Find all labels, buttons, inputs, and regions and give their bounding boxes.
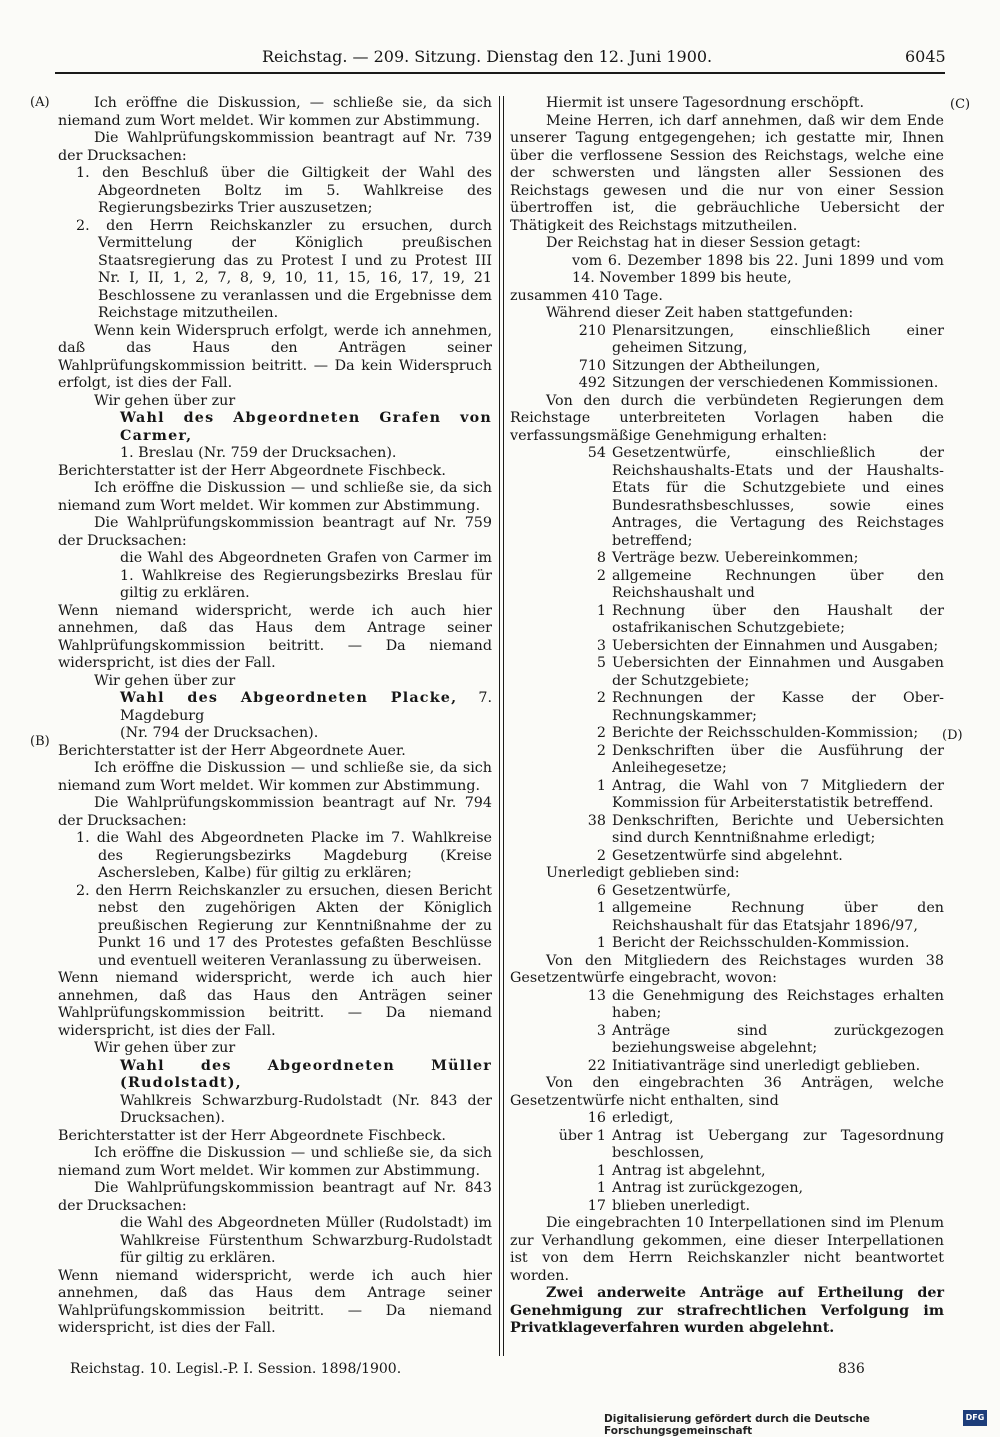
stat-row xyxy=(510,1180,944,1198)
motion-item: 2. den Herrn Reichskanzler zu ersuchen, diesen Bericht nebst den zugehörigen Akten der Königlich preußischen Regierung zur Kenntnißnahme der zu Punkt 16 und 17 des Protestes gefaßten Beschlüsse und eventuell weiteren Veranlassung zu überweisen. xyxy=(76,882,492,969)
paragraph: zusammen 410 Tage. xyxy=(510,287,663,304)
stat-row xyxy=(510,1110,944,1128)
election-heading xyxy=(58,690,492,725)
footer-sheet-number: 836 xyxy=(838,1361,865,1377)
paragraph: Wir gehen über zur xyxy=(94,672,236,689)
paragraph: Von den eingebrachten 36 Anträgen, welche Gesetzentwürfe nicht enthalten, sind xyxy=(510,1075,944,1109)
stat-text: Gesetzentwürfe, xyxy=(612,882,731,899)
motion-item: 1. den Beschluß über die Giltigkeit der Wahl des Abgeordneten Boltz im 5. Wahlkreise des Regierungsbezirks Trier auszusetzen; xyxy=(76,165,492,216)
stat-text: Berichte der Reichsschulden-Kommission; xyxy=(612,725,919,741)
stat-count: 16 xyxy=(587,1110,606,1126)
paragraph: Wenn niemand widerspricht, werde ich auch hier annehmen, daß das Haus den Anträgen seiner Wahlprüfungskommission beitritt. — Da niemand widerspricht, ist dies der Fall. xyxy=(58,970,492,1039)
stat-text: Antrag ist abgelehnt, xyxy=(612,1162,766,1179)
paragraph: Ich eröffne die Diskussion — und schließe sie, da sich niemand zum Wort meldet. Wir kommen zur Abstimmung. xyxy=(58,760,492,794)
paragraph: Wenn niemand widerspricht, werde ich auch hier annehmen, daß das Haus dem Antrage seiner Wahlprüfungskommission beitritt. — Da niemand widerspricht, ist dies der Fall. xyxy=(58,602,492,671)
stat-row xyxy=(510,883,944,901)
stat-text: Antrag ist Uebergang zur Tagesordnung beschlossen, xyxy=(612,1127,944,1161)
stat-row xyxy=(510,848,944,866)
stat-text: Bericht der Reichsschulden-Kommission. xyxy=(612,935,910,951)
paragraph: Wenn kein Widerspruch erfolgt, werde ich annehmen, daß das Haus den Anträgen seiner Wahlprüfungskommission beitritt. — Da kein Widerspruch erfolgt, ist dies der Fall. xyxy=(58,322,492,391)
left-column xyxy=(58,95,492,1338)
dfg-logo[interactable]: DFG xyxy=(963,1410,987,1426)
election-title: Wahl des Abgeordneten Grafen von Carmer, xyxy=(120,410,492,444)
paragraph: Zwei anderweite Anträge auf Ertheilung der Genehmigung zur strafrechtlichen Verfolgung im Privatklageverfahren wurden abgelehnt. xyxy=(510,1285,944,1336)
paragraph: Berichterstatter ist der Herr Abgeordnete Auer. xyxy=(58,742,406,759)
stat-count: 2 xyxy=(596,742,606,759)
stat-count: 54 xyxy=(587,445,606,461)
motion-block: die Wahl des Abgeordneten Grafen von Carmer im 1. Wahlkreise des Regierungsbezirks Breslau für giltig zu erklären. xyxy=(120,550,492,601)
election-title: Wahl des Abgeordneten Müller (Rudolstadt), xyxy=(120,1057,492,1091)
stat-row xyxy=(510,778,944,813)
paragraph: Die Wahlprüfungskommission beantragt auf Nr. 739 der Drucksachen: xyxy=(58,130,492,164)
margin-mark-a: (A) xyxy=(30,95,50,110)
paragraph: Der Reichstag hat in dieser Session getagt: xyxy=(546,235,861,251)
stat-text: erledigt, xyxy=(612,1110,674,1126)
paragraph: Von den Mitgliedern des Reichstages wurden 38 Gesetzentwürfe eingebracht, wovon: xyxy=(510,952,944,986)
stat-row xyxy=(510,603,944,638)
stat-row xyxy=(510,445,944,550)
motion-item: 2. den Herrn Reichskanzler zu ersuchen, durch Vermittelung der Königlich preußischen Staatsregierung das zu Protest I und zu Protest III Nr. I, II, 1, 2, 7, 8, 9, 10, 11, 15, 16, 17, 19, 21 Beschlossene zu veranlassen und die Ergebnisse dem Reichstage mitzutheilen. xyxy=(76,217,492,321)
stat-row xyxy=(510,1128,944,1163)
stat-count: 1 xyxy=(596,1180,606,1196)
paragraph: Die Wahlprüfungskommission beantragt auf Nr. 759 der Drucksachen: xyxy=(58,515,492,549)
election-title: Wahl des Abgeordneten Placke, xyxy=(120,690,458,706)
election-heading xyxy=(58,1058,492,1093)
stat-row xyxy=(510,323,944,358)
stat-text: Antrag ist zurückgezogen, xyxy=(612,1180,804,1196)
page-number: 6045 xyxy=(905,47,946,66)
stat-text: Denkschriften, Berichte und Uebersichten sind durch Kenntnißnahme erledigt; xyxy=(612,812,944,846)
paragraph: Meine Herren, ich darf annehmen, daß wir dem Ende unserer Tagung entgegengehen; ich gestatte mir, Ihnen über die verflossene Session des Reichstags, welche eine der schwersten und längsten aller Sessionen des Reichstags gewesen und die nur von einer Session übertroffen ist, die gebräuchliche Uebersicht der Thätigkeit des Reichstags mitzutheilen. xyxy=(510,112,944,234)
paragraph: Berichterstatter ist der Herr Abgeordnete Fischbeck. xyxy=(58,1127,446,1144)
stat-number: 1 xyxy=(596,1127,606,1144)
stat-text: Sitzungen der verschiedenen Kommissionen. xyxy=(612,375,939,391)
right-column xyxy=(510,95,944,1338)
stat-text: Uebersichten der Einnahmen und Ausgaben der Schutzgebiete; xyxy=(612,655,944,689)
stat-text: Verträge bezw. Uebereinkommen; xyxy=(612,550,859,566)
stat-count: 492 xyxy=(578,375,606,391)
paragraph: Die eingebrachten 10 Interpellationen sind im Plenum zur Verhandlung gekommen, eine dieser Interpellationen ist von dem Herrn Reichskanzler nicht beantwortet worden. xyxy=(510,1215,944,1284)
stat-row xyxy=(510,988,944,1023)
stat-count: 5 xyxy=(596,655,606,671)
column-divider xyxy=(499,96,500,1356)
stat-row xyxy=(510,638,944,656)
stat-count: 2 xyxy=(596,690,606,706)
column-divider-second xyxy=(503,96,504,1356)
stat-count: 22 xyxy=(587,1057,606,1074)
election-subheading: 1. Breslau (Nr. 759 der Drucksachen). xyxy=(120,445,397,461)
stat-count: 3 xyxy=(596,637,606,654)
digitization-credit: Digitalisierung gefördert durch die Deutsche Forschungsgemeinschaft xyxy=(604,1413,870,1437)
stat-text: allgemeine Rechnung über den Reichshaushalt für das Etatsjahr 1896/97, xyxy=(612,900,944,934)
stat-count: 38 xyxy=(587,812,606,829)
paragraph: Die Wahlprüfungskommission beantragt auf Nr. 843 der Drucksachen: xyxy=(58,1180,492,1214)
stat-count: 6 xyxy=(596,882,606,899)
stat-row xyxy=(510,358,944,376)
motion-block: die Wahl des Abgeordneten Müller (Rudolstadt) im Wahlkreise Fürstenthum Schwarzburg-Rudolstadt für giltig zu erklären. xyxy=(120,1215,492,1266)
stat-count: 8 xyxy=(596,550,606,566)
stat-count: 710 xyxy=(578,357,606,374)
stat-row xyxy=(510,725,944,743)
stat-count: 13 xyxy=(587,987,606,1004)
paragraph: Berichterstatter ist der Herr Abgeordnete Fischbeck. xyxy=(58,462,446,479)
paragraph: Hiermit ist unsere Tagesordnung erschöpft. xyxy=(546,95,865,111)
election-subheading: (Nr. 794 der Drucksachen). xyxy=(120,725,319,741)
stat-count: 2 xyxy=(596,847,606,864)
margin-mark-c: (C) xyxy=(950,97,971,112)
stat-text: Initiativanträge sind unerledigt geblieben. xyxy=(612,1057,921,1074)
stat-count: 1 xyxy=(596,1162,606,1179)
stat-count: 17 xyxy=(587,1197,606,1214)
stat-row xyxy=(510,375,944,393)
stat-row xyxy=(510,550,944,568)
stat-count: 2 xyxy=(596,725,606,741)
margin-mark-b: (B) xyxy=(30,734,50,749)
stat-text: die Genehmigung des Reichstages erhalten haben; xyxy=(612,987,944,1021)
stat-count: 1 xyxy=(596,777,606,794)
stat-text: Denkschriften über die Ausführung der Anleihegesetze; xyxy=(612,742,944,776)
paragraph: Von den durch die verbündeten Regierungen dem Reichstage unterbreiteten Vorlagen haben die verfassungsmäßige Genehmigung erhalten: xyxy=(510,392,944,444)
paragraph: Unerledigt geblieben sind: xyxy=(546,865,740,881)
election-district: 7. Magdeburg xyxy=(120,690,492,724)
stat-row xyxy=(510,690,944,725)
stat-row xyxy=(510,655,944,690)
stat-text: Uebersichten der Einnahmen und Ausgaben; xyxy=(612,637,939,654)
stat-text: Rechnungen der Kasse der Ober-Rechnungskammer; xyxy=(612,690,944,724)
stat-count: 2 xyxy=(596,567,606,584)
paragraph: Ich eröffne die Diskussion, — schließe sie, da sich niemand zum Wort meldet. Wir kommen zur Abstimmung. xyxy=(58,95,492,129)
stat-row xyxy=(510,1198,944,1216)
stat-row xyxy=(510,1163,944,1181)
stat-row xyxy=(510,568,944,603)
stat-text: Gesetzentwürfe sind abgelehnt. xyxy=(612,847,843,864)
paragraph: Wir gehen über zur xyxy=(94,1040,236,1056)
stat-count: 1 xyxy=(596,935,606,951)
stat-text: allgemeine Rechnungen über den Reichshaushalt und xyxy=(612,567,944,601)
stat-count: 210 xyxy=(578,322,606,339)
stat-row xyxy=(510,1058,944,1076)
paragraph: Ich eröffne die Diskussion — und schließe sie, da sich niemand zum Wort meldet. Wir kommen zur Abstimmung. xyxy=(58,1145,492,1179)
stat-text: Rechnung über den Haushalt der ostafrikanischen Schutzgebiete; xyxy=(612,602,944,636)
stat-row xyxy=(510,743,944,778)
footer-session: Reichstag. 10. Legisl.-P. I. Session. 1898/1900. xyxy=(70,1361,402,1377)
paragraph: Die Wahlprüfungskommission beantragt auf Nr. 794 der Drucksachen: xyxy=(58,795,492,829)
date-range: vom 6. Dezember 1898 bis 22. Juni 1899 und vom 14. November 1899 bis heute, xyxy=(572,252,944,286)
stat-count xyxy=(510,1128,612,1163)
paragraph: Ich eröffne die Diskussion — und schließe sie, da sich niemand zum Wort meldet. Wir kommen zur Abstimmung. xyxy=(58,480,492,514)
stat-row xyxy=(510,1023,944,1058)
paragraph: Während dieser Zeit haben stattgefunden: xyxy=(546,305,854,321)
election-heading xyxy=(58,410,492,445)
stat-prefix: über xyxy=(558,1127,593,1144)
stat-count: 1 xyxy=(596,602,606,619)
motion-item: 1. die Wahl des Abgeordneten Placke im 7. Wahlkreise des Regierungsbezirks Magdeburg (Kreise Aschersleben, Kalbe) für giltig zu erklären; xyxy=(76,830,492,881)
election-subheading: Wahlkreis Schwarzburg-Rudolstadt (Nr. 843 der Drucksachen). xyxy=(120,1092,492,1126)
stat-text: blieben unerledigt. xyxy=(612,1197,751,1214)
header-rule xyxy=(55,72,945,74)
stat-row xyxy=(510,935,944,953)
stat-text: Plenarsitzungen, einschließlich einer geheimen Sitzung, xyxy=(612,322,944,356)
stat-row xyxy=(510,900,944,935)
stat-count: 1 xyxy=(596,900,606,916)
stat-row xyxy=(510,813,944,848)
margin-mark-d: (D) xyxy=(942,728,963,743)
stat-text: Anträge sind zurückgezogen beziehungsweise abgelehnt; xyxy=(612,1022,944,1056)
paragraph: Wenn niemand widerspricht, werde ich auch hier annehmen, daß das Haus dem Antrage seiner Wahlprüfungskommission beitritt. — Da niemand widerspricht, ist dies der Fall. xyxy=(58,1267,492,1336)
stat-text: Sitzungen der Abtheilungen, xyxy=(612,357,821,374)
stat-count: 3 xyxy=(596,1022,606,1039)
stat-text: Gesetzentwürfe, einschließlich der Reichshaushalts-Etats und der Haushalts-Etats für die Schutzgebiete und eines Bundesrathsbeschlusses, sowie eines Antrages, die Vertagung des Reichstages betreffend; xyxy=(612,445,944,549)
stat-text: Antrag, die Wahl von 7 Mitgliedern der Kommission für Arbeiterstatistik betreffend. xyxy=(612,777,944,811)
paragraph: Wir gehen über zur xyxy=(94,392,236,409)
page-header: Reichstag. — 209. Sitzung. Dienstag den 12. Juni 1900. xyxy=(262,47,713,66)
